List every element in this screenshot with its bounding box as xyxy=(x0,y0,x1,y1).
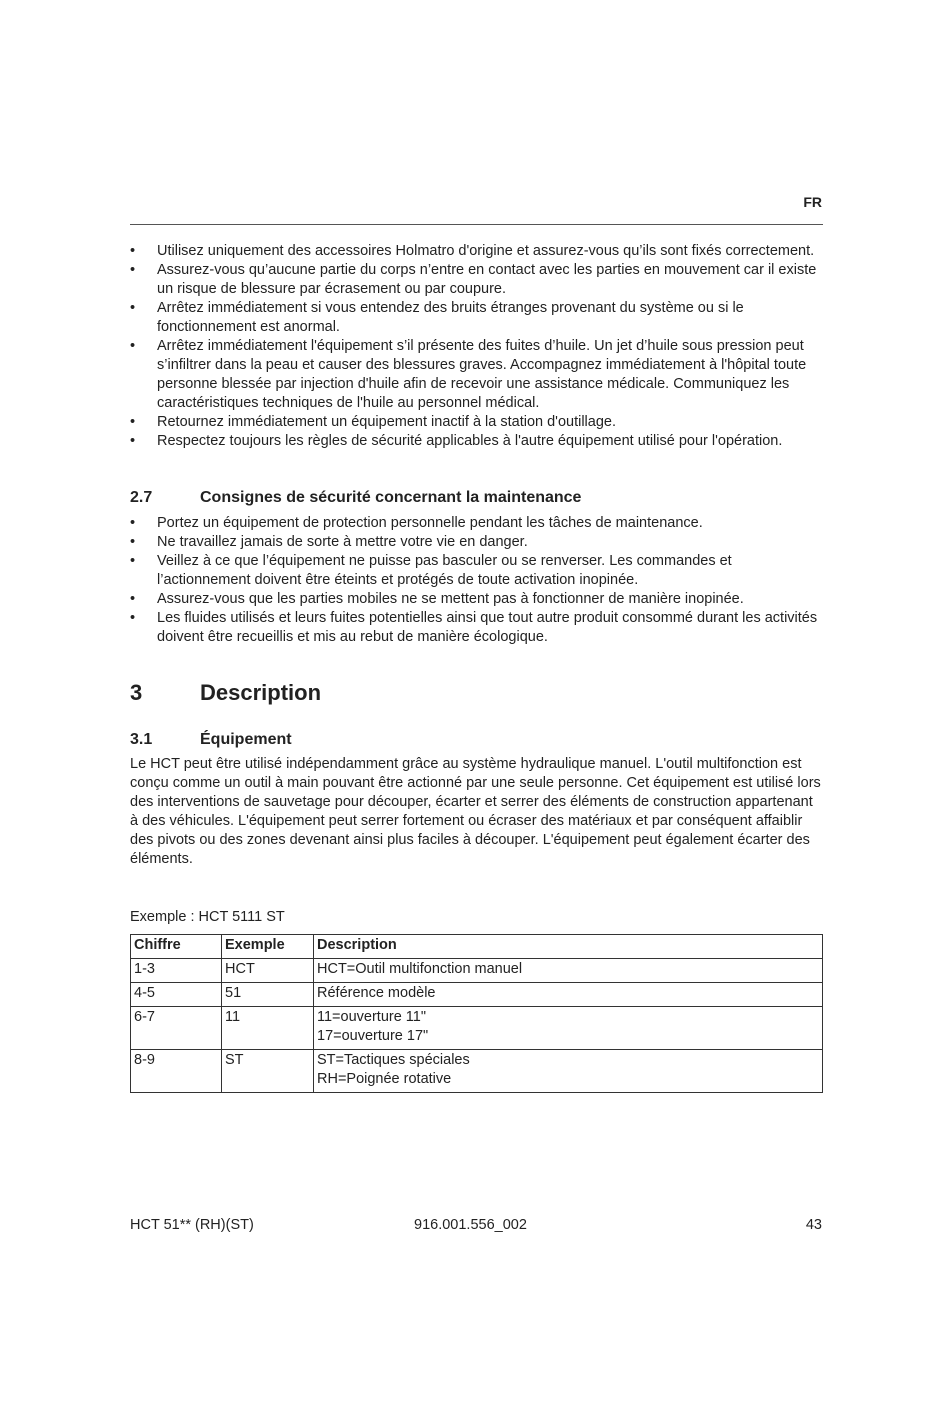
table-row xyxy=(131,983,823,1007)
bullet-marker: • xyxy=(130,414,136,430)
bullet-marker: • xyxy=(130,262,136,278)
cell-digits: 4-5 xyxy=(131,983,222,1007)
list-item xyxy=(130,514,823,533)
list-item-text: Assurez-vous qu’aucune partie du corps n’entre en contact avec les parties en mouvement car il existe un risque de blessure par écrasement ou par coupure. xyxy=(157,262,817,297)
bullet-marker: • xyxy=(130,515,136,531)
type-code-table xyxy=(130,934,823,1093)
footer-model: HCT 51** (RH)(ST) xyxy=(130,1217,254,1233)
list-item-text: Respectez toujours les règles de sécurité applicables à l'autre équipement utilisé pour l'opération. xyxy=(157,433,783,449)
cell-example: 11 xyxy=(222,1007,314,1050)
list-item xyxy=(130,552,823,590)
footer-page-number: 43 xyxy=(805,1217,822,1233)
section-number: 3.1 xyxy=(130,731,153,748)
equipment-description-paragraph: Le HCT peut être utilisé indépendamment grâce au système hydraulique manuel. L'outil multifonction est conçu comme un outil à main pouvant être actionné par une seule personne. Cet équipement est utilisé lors des interventions de sauvetage pour découper, écarter et serrer des éléments de construction appartenant à des véhicules. L'équipement peut serrer fortement ou écraser des matériaux et par conséquent affaiblir des pivots ou des zones devenant ainsi plus faciles à découper. L'équipement peut également écarter des éléments. xyxy=(130,756,821,867)
list-item xyxy=(130,590,823,609)
chapter-number: 3 xyxy=(130,680,143,705)
bullet-marker: • xyxy=(130,553,136,569)
list-item xyxy=(130,299,823,337)
bullet-marker: • xyxy=(130,610,136,626)
list-item-text: Retournez immédiatement un équipement inactif à la station d'outillage. xyxy=(157,414,616,430)
list-item-text: Veillez à ce que l’équipement ne puisse pas basculer ou se renverser. Les commandes et l’actionnement doivent être éteints et protégés de toute activation inopinée. xyxy=(157,553,732,588)
bullet-marker: • xyxy=(130,591,136,607)
list-item-text: Arrêtez immédiatement si vous entendez des bruits étranges provenant du système ou si le fonctionnement est anormal. xyxy=(157,300,744,335)
cell-example: 51 xyxy=(222,983,314,1007)
list-item xyxy=(130,337,823,413)
description-line: RH=Poignée rotative xyxy=(317,1071,452,1087)
bullet-marker: • xyxy=(130,338,136,354)
description-line: 17=ouverture 17" xyxy=(317,1028,429,1044)
list-item-text: Portez un équipement de protection personnelle pendant les tâches de maintenance. xyxy=(157,515,703,531)
cell-example: HCT xyxy=(222,959,314,983)
list-item xyxy=(130,413,823,432)
table-row xyxy=(131,959,823,983)
bullet-marker: • xyxy=(130,243,136,259)
description-line: 11=ouverture 11" xyxy=(317,1009,427,1025)
cell-digits: 6-7 xyxy=(131,1007,222,1050)
chapter-heading-3 xyxy=(130,680,321,706)
description-line: HCT=Outil multifonction manuel xyxy=(317,961,523,977)
footer-document-number: 916.001.556_002 xyxy=(414,1217,527,1233)
column-header-digits: Chiffre xyxy=(131,935,222,959)
bullet-marker: • xyxy=(130,300,136,316)
section-heading-2-7 xyxy=(130,489,581,507)
bullet-marker: • xyxy=(130,534,136,550)
section-title: Équipement xyxy=(200,731,292,748)
list-item-text: Ne travaillez jamais de sorte à mettre votre vie en danger. xyxy=(157,534,528,550)
list-item xyxy=(130,609,823,647)
language-code: FR xyxy=(803,194,822,210)
list-item xyxy=(130,533,823,552)
description-line: ST=Tactiques spéciales xyxy=(317,1052,470,1068)
table-row xyxy=(131,1050,823,1093)
list-item-text: Assurez-vous que les parties mobiles ne se mettent pas à fonctionner de manière inopinée. xyxy=(157,591,744,607)
table-row xyxy=(131,1007,823,1050)
chapter-title: Description xyxy=(200,680,322,705)
cell-digits: 1-3 xyxy=(131,959,222,983)
cell-description xyxy=(314,983,823,1007)
description-line: Référence modèle xyxy=(317,985,436,1001)
cell-digits: 8-9 xyxy=(131,1050,222,1093)
list-item xyxy=(130,242,823,261)
bullet-marker: • xyxy=(130,433,136,449)
cell-description xyxy=(314,1007,823,1050)
example-caption: Exemple : HCT 5111 ST xyxy=(130,909,285,925)
list-item-text: Utilisez uniquement des accessoires Holmatro d'origine et assurez-vous qu’ils sont fixés correctement. xyxy=(157,243,815,259)
cell-description xyxy=(314,959,823,983)
cell-description xyxy=(314,1050,823,1093)
list-item-text: Les fluides utilisés et leurs fuites potentielles ainsi que tout autre produit consommé durant les activités doivent être recueillis et mis au rebut de manière écologique. xyxy=(157,610,818,645)
cell-example: ST xyxy=(222,1050,314,1093)
list-item-text: Arrêtez immédiatement l'équipement s’il présente des fuites d’huile. Un jet d’huile sous pression peut s’infiltrer dans la peau et causer des blessures graves. Accompagnez immédiatement à l'hôpital toute personne blessée par injection d'huile afin de recevoir une assistance médicale. Communiquez les caractéristiques techniques de l'huile au personnel médical. xyxy=(157,338,807,411)
list-item xyxy=(130,432,823,451)
table-header-row xyxy=(131,935,823,959)
list-item xyxy=(130,261,823,299)
column-header-example: Exemple xyxy=(222,935,314,959)
section-title: Consignes de sécurité concernant la maintenance xyxy=(200,489,582,506)
section-heading-3-1 xyxy=(130,731,292,749)
column-header-description: Description xyxy=(314,935,823,959)
header-divider xyxy=(130,224,823,225)
section-number: 2.7 xyxy=(130,489,153,506)
maintenance-bullet-list xyxy=(130,514,823,647)
safety-bullet-list xyxy=(130,242,823,451)
